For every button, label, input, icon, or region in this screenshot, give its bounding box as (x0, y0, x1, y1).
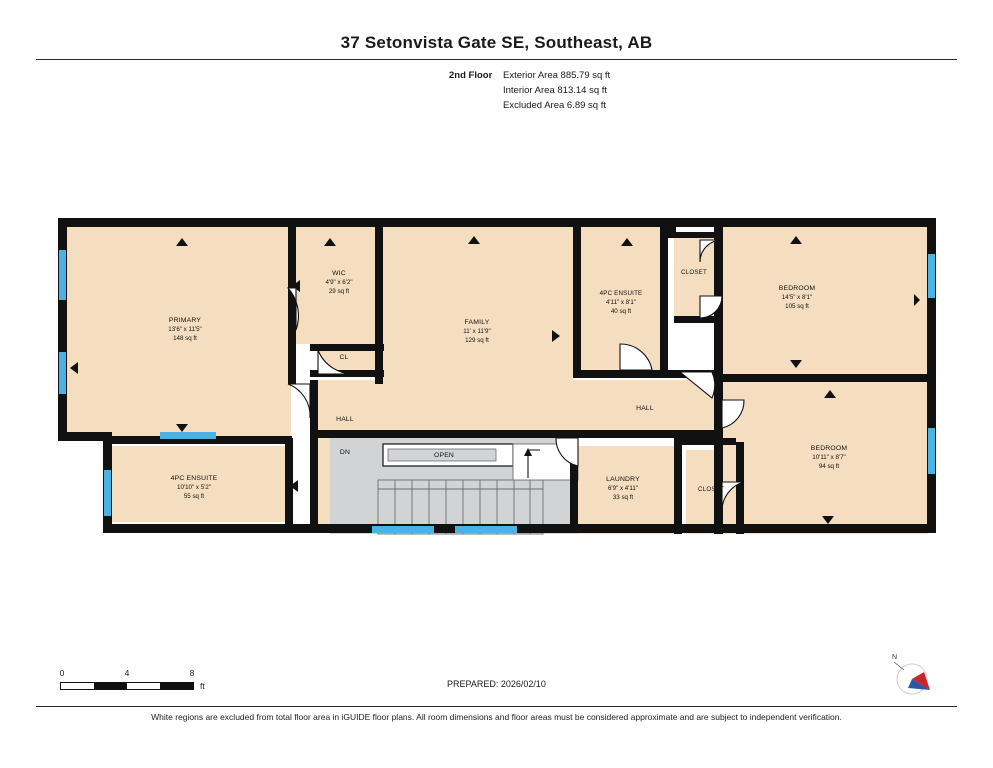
room-area: 148 sq ft (173, 335, 197, 342)
room-name: PRIMARY (168, 317, 202, 324)
area-interior: Interior Area 813.14 sq ft (503, 85, 608, 96)
room-dimensions: 10'10" x 5'2" (177, 484, 211, 491)
floor-label: 2nd Floor (449, 70, 493, 81)
room-name: 4PC ENSUITE (599, 290, 643, 297)
room-name: OPEN (433, 452, 455, 459)
room-name: BEDROOM (810, 445, 848, 452)
scale-tick-8: 8 (189, 668, 195, 678)
page-title: 37 Setonvista Gate SE, Southeast, AB (340, 33, 653, 52)
room-name: CLOSET (698, 486, 724, 493)
scale-tick-4: 4 (124, 668, 130, 678)
compass-north-label: N (892, 654, 898, 661)
room-name: HALL (336, 416, 354, 423)
compass-icon (884, 654, 944, 702)
room-area: 29 sq ft (328, 288, 350, 295)
room-name: DN (339, 449, 351, 456)
room-name: 4PC ENSUITE (170, 475, 218, 482)
room-name: LAUNDRY (606, 476, 640, 483)
room-area: 94 sq ft (818, 463, 840, 470)
compass-rose (884, 654, 944, 702)
scale-unit: ft (200, 681, 205, 691)
scale-tick-0: 0 (59, 668, 65, 678)
room-area: 33 sq ft (612, 494, 634, 501)
room-dimensions: 10'11" x 8'7" (812, 454, 846, 461)
area-excluded: Excluded Area 6.89 sq ft (503, 100, 606, 111)
footer-divider (36, 706, 957, 707)
room-name: WIC (332, 270, 346, 277)
room-name: CLOSET (681, 269, 707, 276)
area-exterior: Exterior Area 885.79 sq ft (503, 70, 611, 81)
room-dimensions: 14'5" x 8'1" (781, 294, 813, 301)
room-dimensions: 13'6" x 11'5" (168, 326, 202, 333)
room-dimensions: 6'9" x 4'11" (607, 485, 639, 492)
room-name: BEDROOM (778, 285, 816, 292)
room-dimensions: 11' x 11'9" (463, 328, 491, 335)
room-dimensions: 4'9" x 6'2" (325, 279, 353, 286)
room-area: 55 sq ft (183, 493, 205, 500)
disclaimer-text: White regions are excluded from total floor area in iGUIDE floor plans. All room dimensions and floor areas must be considered approximate and are subject to independent verification. (151, 712, 842, 722)
stairwell-area (330, 436, 578, 534)
room-name: HALL (636, 405, 654, 412)
room-area: 105 sq ft (785, 303, 809, 310)
room-dimensions: 4'11" x 8'1" (605, 299, 637, 306)
room-area: 40 sq ft (610, 308, 632, 315)
room-name: FAMILY (464, 319, 490, 326)
scale-ticks (60, 668, 210, 679)
prepared-date: PREPARED: 2026/02/10 (447, 679, 546, 689)
room-name: CL (339, 354, 349, 361)
room-area: 129 sq ft (465, 337, 489, 344)
